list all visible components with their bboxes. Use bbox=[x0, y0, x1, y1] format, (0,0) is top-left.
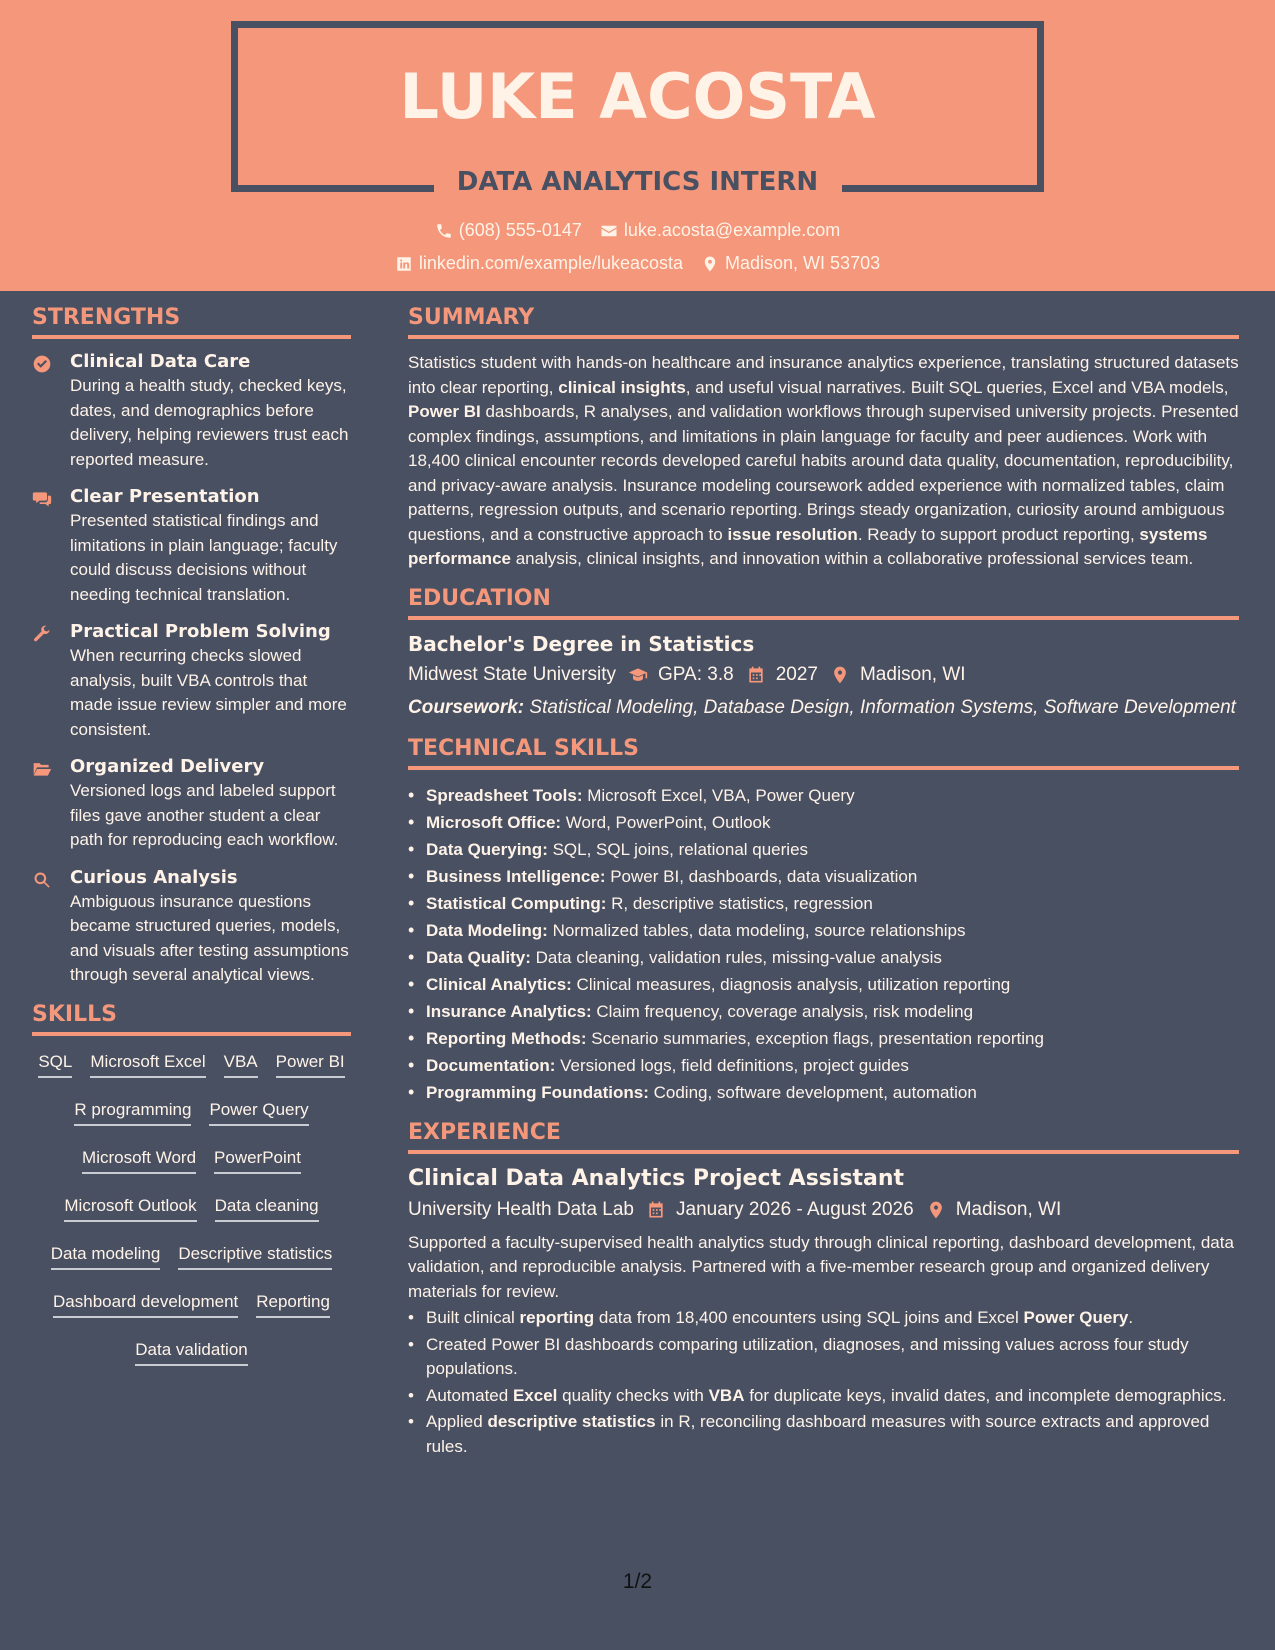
skill-tag: Data cleaning bbox=[215, 1196, 319, 1222]
folder-open-icon bbox=[32, 759, 52, 779]
skills-list bbox=[32, 1048, 351, 1370]
wrench-icon bbox=[32, 624, 52, 644]
location-contact bbox=[701, 253, 880, 274]
list-item: • Applied descriptive statistics in R, reconciling dashboard measures with source extracts and approved rules. bbox=[408, 1410, 1239, 1459]
email-contact[interactable] bbox=[600, 220, 840, 241]
list-item: • Programming Foundations: Coding, software development, automation bbox=[408, 1079, 1239, 1106]
employer-name: University Health Data Lab bbox=[408, 1198, 634, 1220]
school-location: Madison, WI bbox=[859, 663, 966, 685]
skill-tag: Power Query bbox=[209, 1100, 308, 1126]
skill-tag: Data validation bbox=[135, 1340, 247, 1366]
skill-tag: VBA bbox=[224, 1052, 258, 1078]
education-meta bbox=[408, 664, 1239, 686]
list-item: • Statistical Computing: R, descriptive statistics, regression bbox=[408, 890, 1239, 917]
skill-tag: Microsoft Outlook bbox=[64, 1196, 196, 1222]
strength-title: Clinical Data Care bbox=[70, 351, 251, 372]
map-marker-icon bbox=[701, 255, 719, 273]
candidate-name: LUKE ACOSTA bbox=[399, 60, 876, 133]
comments-icon bbox=[32, 489, 52, 509]
strength-desc: During a health study, checked keys, dates, and demographics before delivery, helping reviewers trust each reported measure. bbox=[70, 376, 349, 469]
strength-title: Clear Presentation bbox=[70, 486, 260, 507]
candidate-role: DATA ANALYTICS INTERN bbox=[456, 167, 819, 197]
strength-title: Curious Analysis bbox=[70, 866, 238, 888]
list-item: • Insurance Analytics: Claim frequency, coverage analysis, risk modeling bbox=[408, 998, 1239, 1025]
skill-tag: R programming bbox=[74, 1100, 191, 1126]
list-item: • Automated Excel quality checks with VBA for duplicate keys, invalid dates, and incomplete demographics. bbox=[408, 1384, 1239, 1409]
job-bullets bbox=[408, 1306, 1239, 1459]
map-marker-icon bbox=[926, 1200, 946, 1220]
phone-icon bbox=[435, 222, 453, 240]
strength-desc: Versioned logs and labeled support files gave another student a clear path for reproducing each workflow. bbox=[70, 781, 339, 849]
strength-item bbox=[32, 867, 351, 988]
check-circle-icon bbox=[32, 354, 52, 374]
map-marker-icon bbox=[830, 665, 850, 685]
list-item: • Data Quality: Data cleaning, validation rules, missing-value analysis bbox=[408, 944, 1239, 971]
strength-desc: Presented statistical findings and limitations in plain language; faculty could discuss decisions without needing technical translation. bbox=[70, 511, 338, 604]
left-column bbox=[32, 305, 351, 1370]
skill-tag: Microsoft Excel bbox=[90, 1052, 205, 1078]
technical-skills-list bbox=[408, 782, 1239, 1106]
technical-skills-title: TECHNICAL SKILLS bbox=[408, 736, 1239, 770]
strength-item bbox=[32, 486, 351, 607]
linkedin-contact[interactable] bbox=[395, 253, 683, 274]
header bbox=[0, 0, 1275, 291]
summary-title: SUMMARY bbox=[408, 305, 1239, 339]
contact-row-2 bbox=[0, 253, 1275, 274]
list-item: • Built clinical reporting data from 18,400 encounters using SQL joins and Excel Power Query. bbox=[408, 1306, 1239, 1331]
job-description: Supported a faculty-supervised health analytics study through clinical reporting, dashboard development, data validation, and reproducible analysis. Partnered with a five-member research group and organized delivery materials for review. bbox=[408, 1232, 1234, 1301]
list-item: • Data Modeling: Normalized tables, data modeling, source relationships bbox=[408, 917, 1239, 944]
phone-text: (608) 555-0147 bbox=[458, 220, 582, 240]
skill-tag: PowerPoint bbox=[214, 1148, 301, 1174]
list-item: • Microsoft Office: Word, PowerPoint, Outlook bbox=[408, 809, 1239, 836]
strengths-title: STRENGTHS bbox=[32, 305, 351, 339]
email-text[interactable]: luke.acosta@example.com bbox=[623, 220, 841, 240]
calendar-icon bbox=[646, 1200, 666, 1220]
list-item: • Documentation: Versioned logs, field definitions, project guides bbox=[408, 1052, 1239, 1079]
list-item: • Spreadsheet Tools: Microsoft Excel, VBA, Power Query bbox=[408, 782, 1239, 809]
strength-title: Practical Problem Solving bbox=[70, 621, 331, 642]
list-item: • Business Intelligence: Power BI, dashboards, data visualization bbox=[408, 863, 1239, 890]
page-number: 1/2 bbox=[622, 1570, 653, 1593]
strength-desc: When recurring checks slowed analysis, built VBA controls that made issue review simpler and more consistent. bbox=[70, 646, 347, 739]
list-item: • Clinical Analytics: Clinical measures, diagnosis analysis, utilization reporting bbox=[408, 971, 1239, 998]
right-column bbox=[408, 305, 1239, 1461]
list-item: • Created Power BI dashboards comparing utilization, diagnoses, and missing values across four study populations. bbox=[408, 1333, 1239, 1382]
skills-title: SKILLS bbox=[32, 1002, 351, 1036]
experience-title: EXPERIENCE bbox=[408, 1120, 1239, 1154]
strength-title: Organized Delivery bbox=[70, 756, 265, 777]
contact-row-1 bbox=[0, 220, 1275, 241]
school-name: Midwest State University bbox=[408, 663, 617, 685]
strength-item bbox=[32, 756, 351, 853]
phone-contact bbox=[435, 220, 582, 241]
coursework: Coursework: Statistical Modeling, Database Design, Information Systems, Software Development bbox=[408, 696, 1236, 718]
job-title: Clinical Data Analytics Project Assistant bbox=[408, 1165, 905, 1191]
skill-tag: Descriptive statistics bbox=[178, 1244, 332, 1270]
skill-tag: SQL bbox=[38, 1052, 72, 1078]
list-item: • Data Querying: SQL, SQL joins, relational queries bbox=[408, 836, 1239, 863]
skill-tag: Power BI bbox=[276, 1052, 345, 1078]
list-item: • Reporting Methods: Scenario summaries, exception flags, presentation reporting bbox=[408, 1025, 1239, 1052]
summary-text: Statistics student with hands-on healthcare and insurance analytics experience, translating structured datasets into clear reporting, clinical insights, and useful visual narratives. Built SQL queries, Excel and VBA models, Power BI dashboards, R analyses, and validation workflows through supervised university projects. Presented complex findings, assumptions, and limitations in plain language for faculty and peer audiences. Work with 18,400 clinical encounter records developed careful habits around data quality, documentation, reproducibility, and privacy-aware analysis. Insurance modeling coursework added experience with normalized tables, claim patterns, regression outputs, and scenario reporting. Brings steady organization, curiosity around ambiguous questions, and a constructive approach to issue resolution. Ready to support product reporting, systems performance analysis, clinical insights, and innovation within a collaborative professional services team. bbox=[408, 353, 1239, 568]
job-meta bbox=[408, 1199, 1239, 1221]
education-title: EDUCATION bbox=[408, 586, 1239, 620]
skill-tag: Data modeling bbox=[51, 1244, 161, 1270]
graduation-year: 2027 bbox=[775, 663, 818, 685]
strength-desc: Ambiguous insurance questions became structured queries, models, and visuals after testing assumptions through several analytical views. bbox=[70, 891, 349, 984]
calendar-icon bbox=[746, 665, 766, 685]
skill-tag: Dashboard development bbox=[53, 1292, 238, 1318]
degree-title: Bachelor's Degree in Statistics bbox=[408, 631, 755, 656]
strength-item bbox=[32, 621, 351, 742]
strength-item bbox=[32, 351, 351, 472]
search-icon bbox=[32, 870, 52, 890]
linkedin-icon bbox=[395, 255, 413, 273]
skill-tag: Reporting bbox=[256, 1292, 330, 1318]
job-location: Madison, WI bbox=[955, 1198, 1062, 1220]
location-text: Madison, WI 53703 bbox=[725, 253, 881, 273]
graduation-cap-icon bbox=[628, 665, 648, 685]
skill-tag: Microsoft Word bbox=[82, 1148, 196, 1174]
envelope-icon bbox=[600, 222, 618, 240]
gpa-text: GPA: 3.8 bbox=[658, 663, 734, 685]
linkedin-text[interactable]: linkedin.com/example/lukeacosta bbox=[418, 253, 684, 273]
job-dates: January 2026 - August 2026 bbox=[676, 1198, 914, 1220]
